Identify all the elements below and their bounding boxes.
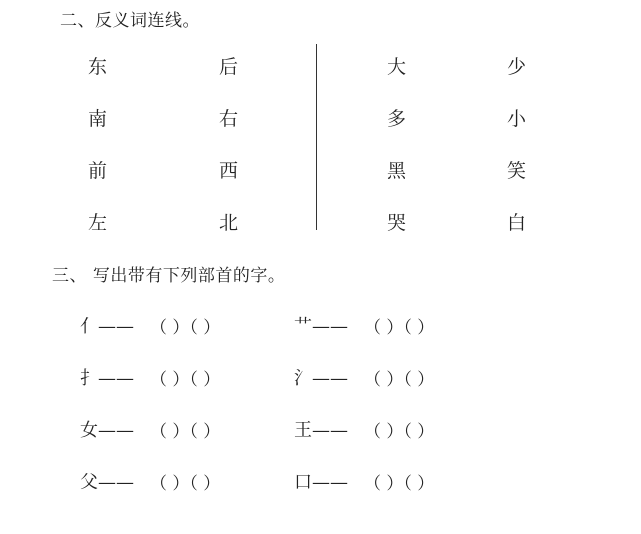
answer-blank-left-1[interactable]: （ ）（ ） [150, 370, 221, 390]
word-right-a-3: 哭 [387, 212, 407, 234]
word-left-b-0: 后 [219, 56, 239, 78]
word-left-a-2: 前 [88, 160, 108, 182]
answer-blank-left-2[interactable]: （ ）（ ） [150, 422, 221, 442]
word-left-a-3: 左 [88, 212, 108, 234]
word-right-b-1: 小 [507, 108, 527, 130]
radical-left-0: 亻—— [80, 316, 134, 337]
answer-blank-right-2[interactable]: （ ）（ ） [364, 422, 435, 442]
word-right-b-2: 笑 [507, 160, 527, 182]
radical-right-0: 艹—— [294, 316, 348, 337]
word-right-b-0: 少 [507, 56, 527, 78]
column-divider [316, 44, 317, 230]
word-right-a-2: 黑 [387, 160, 407, 182]
section2-title: 二、反义词连线。 [60, 11, 200, 31]
word-left-a-1: 南 [88, 108, 108, 130]
radical-right-2: 王—— [294, 420, 348, 441]
word-left-b-1: 右 [219, 108, 239, 130]
answer-blank-right-3[interactable]: （ ）（ ） [364, 474, 435, 494]
section3-title: 三、 写出带有下列部首的字。 [52, 266, 286, 286]
answer-blank-left-0[interactable]: （ ）（ ） [150, 318, 221, 338]
radical-right-3: 口—— [294, 472, 348, 493]
radical-left-3: 父—— [80, 472, 134, 493]
word-right-a-0: 大 [387, 56, 407, 78]
answer-blank-right-1[interactable]: （ ）（ ） [364, 370, 435, 390]
word-left-a-0: 东 [88, 56, 108, 78]
word-right-b-3: 白 [507, 212, 527, 234]
answer-blank-right-0[interactable]: （ ）（ ） [364, 318, 435, 338]
word-left-b-3: 北 [219, 212, 239, 234]
radical-left-1: 扌—— [80, 368, 134, 389]
radical-left-2: 女—— [80, 420, 134, 441]
answer-blank-left-3[interactable]: （ ）（ ） [150, 474, 221, 494]
radical-right-1: 氵—— [294, 368, 348, 389]
word-right-a-1: 多 [387, 108, 407, 130]
word-left-b-2: 西 [219, 160, 239, 182]
